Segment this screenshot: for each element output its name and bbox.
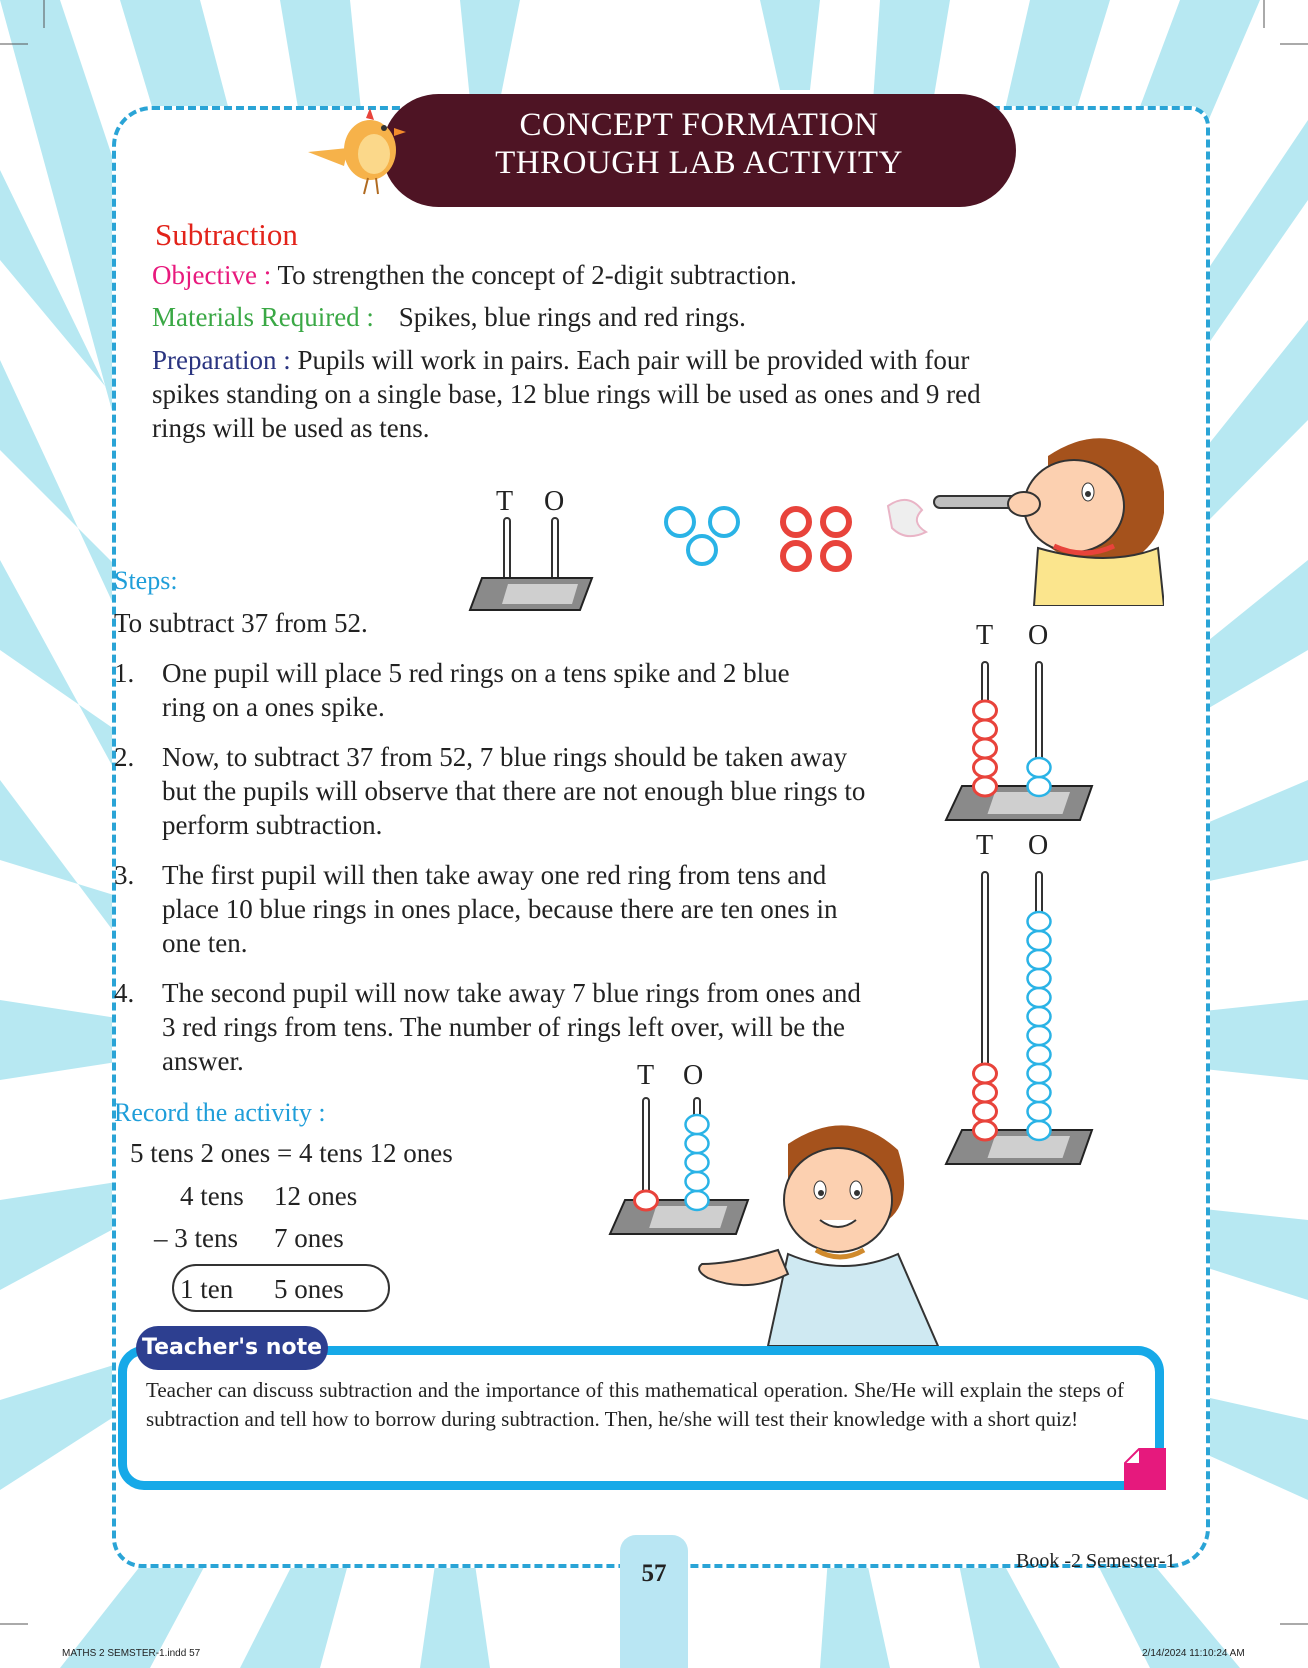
preparation-block [152,343,1152,445]
record-row2-tens: – 3 tens [154,1223,238,1253]
blue-ring [1028,931,1051,950]
red-ring [974,1102,997,1121]
red-ring [974,1083,997,1102]
page-number-tab [620,1535,688,1668]
step-text: One pupil will place 5 red rings on a tens spike and 2 blue ring on a ones spike. [162,658,790,722]
step-text: The second pupil will now take away 7 blue rings from ones and 3 red rings from tens. The number of rings left over, will be the answer. [162,978,861,1076]
blue-ring [1028,1026,1051,1045]
step-item [114,740,874,842]
step-text: Now, to subtract 37 from 52, 7 blue rings should be taken away but the pupils will observe that there are not enough blue rings to perform subtraction. [162,742,866,840]
blue-ring [1028,912,1051,931]
page-title [382,94,1016,207]
blue-ring [1028,969,1051,988]
materials-text: Spikes, blue rings and red rings. [398,302,746,332]
step-item [114,976,874,1078]
red-ring [974,739,997,758]
title-line-2: THROUGH LAB ACTIVITY [495,145,903,181]
red-ring [974,1121,997,1140]
abacus-empty [468,516,598,612]
teacher-note-tab: Teacher's note [136,1326,328,1370]
blue-ring [1028,1045,1051,1064]
red-ring [974,1064,997,1083]
record-heading: Record the activity : [114,1098,326,1127]
label-tens-1: T [496,486,514,517]
step-number: 1. [114,658,135,688]
label-ones-1: O [544,486,565,517]
answer-tens: 1 ten [180,1274,234,1304]
file-slug: MATHS 2 SEMSTER-1.indd 57 [62,1648,201,1659]
objective-text: To strengthen the concept of 2-digit subtraction. [277,260,797,290]
blue-ring [1028,950,1051,969]
page-number: 57 [641,1560,667,1587]
step-number: 3. [114,860,135,890]
boy-blowing-illustration [878,436,1164,606]
blue-ring [1028,1083,1051,1102]
preparation-line-2: spikes standing on a single base, 12 blue rings will be used as ones and 9 red [152,379,981,409]
blue-ring [1028,1102,1051,1121]
red-ring [974,720,997,739]
label-tens-3: T [976,830,994,861]
materials-label: Materials Required : [152,302,374,332]
label-ones-4: O [683,1060,704,1091]
steps-intro: To subtract 37 from 52. [114,608,368,638]
step-item [114,656,834,724]
record-row2-ones: 7 ones [274,1223,344,1253]
abacus-base-shine [988,1136,1071,1158]
label-ones-2: O [1028,620,1049,651]
label-ones-3: O [1028,830,1049,861]
blue-ring [1028,988,1051,1007]
red-ring [974,701,997,720]
blue-ring [1028,1121,1051,1140]
red-ring [974,758,997,777]
step-number: 4. [114,978,135,1008]
preparation-line-1 [152,343,1152,377]
record-row1-ones: 12 ones [274,1181,358,1211]
book-label: Book -2 Semester-1 [1016,1550,1176,1572]
abacus-52 [944,656,1094,822]
blue-ring [1028,777,1051,796]
print-timestamp: 2/14/2024 11:10:24 AM [1142,1648,1245,1659]
red-rings-loose [780,504,852,574]
step-number: 2. [114,742,135,772]
abacus-4-tens-12-ones [944,866,1094,1166]
blue-rings-loose [662,504,744,570]
topic-heading: Subtraction [155,217,298,252]
abacus-base-shine [988,792,1071,814]
record-row1-tens: 4 tens [180,1181,244,1211]
teacher-note-text: Teacher can discuss subtraction and the importance of this mathematical operation. She/He will explain the steps of subtraction and tell how to borrow during subtraction. Then, he/she will test their knowledge with a short quiz! [146,1378,1124,1431]
boy-presenting-illustration [688,1124,960,1346]
step-item [114,858,874,960]
answer-ones: 5 ones [274,1274,344,1304]
blue-ring [1028,1007,1051,1026]
label-tens-4: T [637,1060,655,1091]
steps-heading: Steps: [114,566,178,595]
steps-list [114,656,874,1094]
red-ring [635,1191,658,1210]
bird-illustration [308,108,408,198]
objective-line [152,258,1152,292]
materials-line [152,300,1152,334]
step-text: The first pupil will then take away one red ring from tens and place 10 blue rings in ones place, because there are ten ones in one ten. [162,860,838,958]
blue-ring [1028,758,1051,777]
title-line-1: CONCEPT FORMATION [519,107,879,143]
record-line-1: 5 tens 2 ones = 4 tens 12 ones [130,1138,453,1168]
blue-ring [1028,1064,1051,1083]
red-ring [974,777,997,796]
preparation-line-3: rings will be used as tens. [152,413,430,443]
objective-label: Objective : [152,260,272,290]
preparation-label: Preparation : [152,345,291,375]
label-tens-2: T [976,620,994,651]
corner-fold-icon [1124,1448,1166,1490]
preparation-text-1: Pupils will work in pairs. Each pair will be provided with four [297,345,970,375]
